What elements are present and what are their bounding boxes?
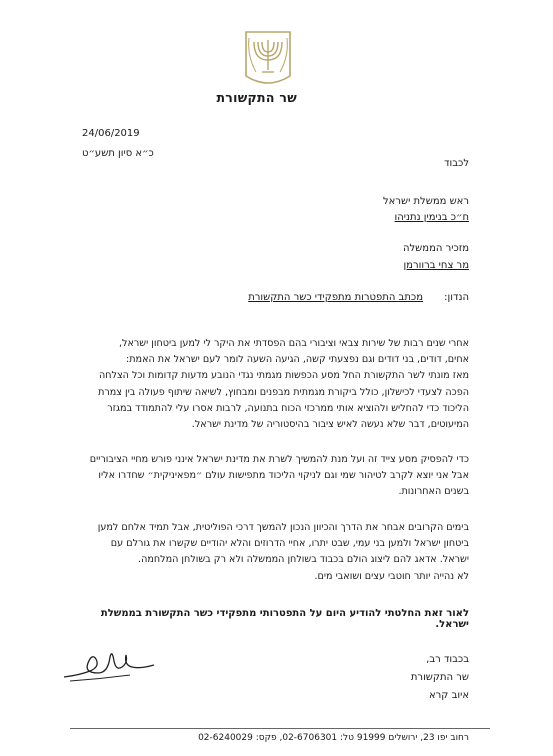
recipient-2-title: מזכיר הממשלה xyxy=(402,243,469,254)
salutation: לכבוד xyxy=(444,158,469,169)
paragraph-line: מאז מונתי לשר התקשורת החל מסע הכפשות מגמתי נגדי הנובע מדעות קדומות וכל הצלחה xyxy=(98,370,469,382)
paragraph-line: ישראל. אדאג להם ליצוג הולם בכבוד בשולחן הממשלה ולא רק בשולחן המלחמה. xyxy=(138,554,469,566)
footer-address: רחוב יפו 23, ירושלים 91999 טל: 02-6706301, פקס: 02-6240029 xyxy=(198,733,469,743)
paragraph-line: בשנים האחרונות. xyxy=(398,486,469,498)
signoff-title: שר התקשורת xyxy=(410,672,469,683)
paragraph-1 xyxy=(89,336,469,433)
signoff-regards: בכבוד רב, xyxy=(426,654,469,665)
paragraph-3 xyxy=(89,520,469,585)
paragraph-2 xyxy=(89,452,469,501)
paragraph-line: בימים הקרובים אבחר את הדרך והכיוון הנכון להמשך דרכי הפוליטית, אבל תמיד אלחם למען xyxy=(97,522,469,533)
menorah-emblem-icon xyxy=(242,26,294,90)
paragraph-line: הליכוד כדי להחליש ולהוציא אותי ממרכזי הכוח בתנועה, לרבות אסרו עלי להתמודד במגזר xyxy=(107,402,469,414)
paragraph-line: ביטחון ישראל ולמען בני עמי, שבט יתרו, אחיי הדרוזים והלא יהודיים שקשרו את גורלם עם xyxy=(110,538,469,550)
recipient-1-name: ח״כ בנימין נתניהו xyxy=(394,212,469,223)
subject-text: מכתב התפטרות מתפקידי כשר התקשורת xyxy=(248,292,423,303)
paragraph-line: לא נהייה יותר חוטבי עצים ושואבי מים. xyxy=(314,570,469,582)
closing-statement: לאור זאת החלטתי להודיע היום על התפטרותי מתפקידי כשר התקשורת בממשלת ישראל. xyxy=(100,608,469,630)
paragraph-line: כדי להפסיק מסע צייד זה ועל מנת להמשיך לשרת את מדינת ישראל אינני פורש מחיי הציבוריים xyxy=(89,454,469,465)
paragraph-line: המיעוטים, דבר שלא נעשה לאיש ציבור בהיסטוריה של מדינת ישראל. xyxy=(191,419,469,431)
recipient-1-title: ראש ממשלת ישראל xyxy=(382,196,469,207)
footer-divider xyxy=(70,728,490,729)
paragraph-line: אחרי שנים רבות של שירות צבאי וציבורי בהם הפסדתי את היקר לי למען ביטחון ישראל, xyxy=(118,338,469,349)
paragraph-line: אבל אני יוצא לקרב לטיהור שמי וגם לניקוי הליכוד מתפישות עולם ״מפאיניקית״ שחדרו אליו xyxy=(98,470,469,482)
paragraph-line: הפכה לצעדי לכישלון, כולל ביקורת מגמתית מבפנים ומבחוץ, לשיאה שיתוף פעולה בין צמרת xyxy=(98,386,469,398)
subject-label: הנדון: xyxy=(444,292,469,303)
paragraph-line: אחים, דודים, בני דודים וגם נפצעתי קשה, הגיעה השעה לומר לעם ישראל את האמת: xyxy=(126,354,469,366)
ministry-title: שר התקשורת xyxy=(216,90,297,105)
handwritten-signature-icon xyxy=(60,645,160,685)
recipient-2-name: מר צחי ברוורמן xyxy=(403,260,469,271)
signoff-name: איוב קרא xyxy=(428,690,469,701)
hebrew-date: כ״א סיון תשע״ט xyxy=(82,148,154,159)
gregorian-date: 24/06/2019 xyxy=(82,128,140,139)
